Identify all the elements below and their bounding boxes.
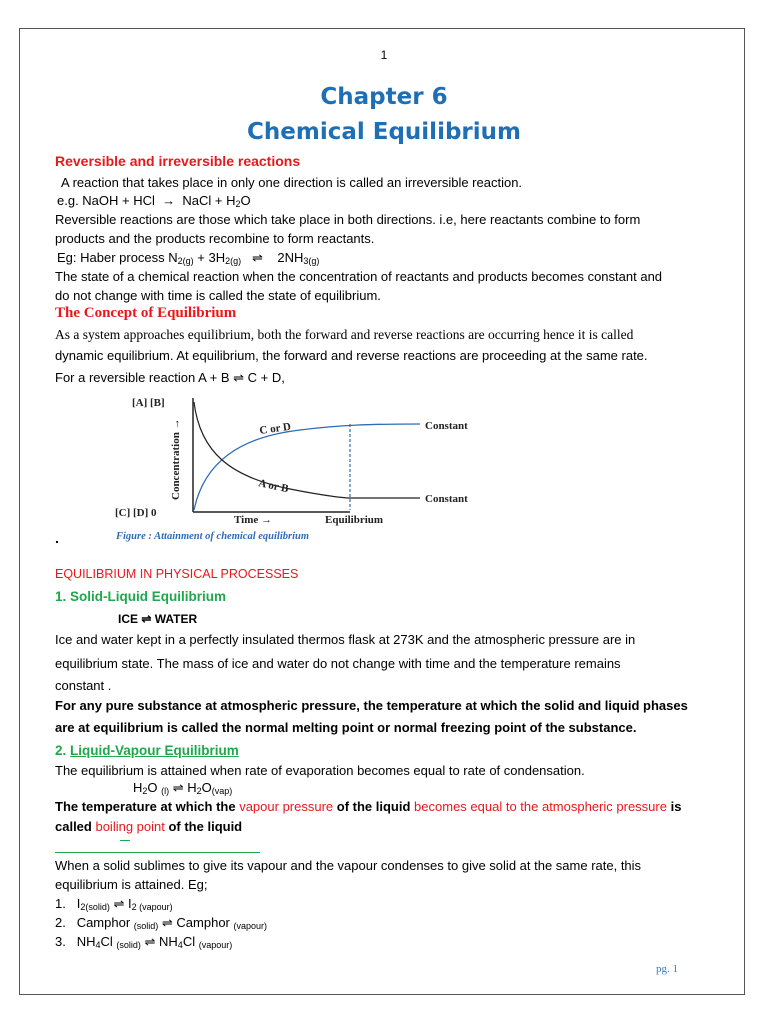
subheading-solid-liquid: 1. Solid-Liquid Equilibrium bbox=[55, 589, 226, 604]
curve-reactants bbox=[194, 402, 420, 498]
arrow-icon: → bbox=[162, 193, 176, 208]
label-ab-top: [A] [B] bbox=[132, 397, 165, 409]
list-item: 2. Camphor $_{(solid)}$ ⇌ Camphor $_{(vapour)}$ bbox=[55, 915, 267, 931]
paragraph-reversible-1: Reversible reactions are those which take place in both directions. i.e, here reactants combine to form bbox=[55, 212, 641, 227]
green-rule bbox=[55, 852, 260, 853]
x-axis-time-label: Time → bbox=[234, 514, 272, 526]
page-footer: pg. 1 bbox=[656, 963, 678, 975]
section-heading-reversible: Reversible and irreversible reactions bbox=[55, 153, 301, 169]
paragraph-state-1: The state of a chemical reaction when the concentration of reactants and products becomes constant and bbox=[55, 269, 663, 284]
sublimation-para-2: equilibrium is attained. Eg; bbox=[55, 877, 208, 892]
y-axis-label: Concentration → bbox=[170, 418, 182, 500]
concept-line-2: dynamic equilibrium. At equilibrium, the forward and reverse reactions are proceeding at the same rate. bbox=[55, 348, 648, 363]
list-item: 3. $NH_4Cl$ $_{(solid)}$ ⇌ $NH_4Cl$ $_{(vapour)}$ bbox=[55, 934, 233, 950]
sublimation-para-1: When a solid sublimes to give its vapour and the vapour condenses to give solid at the same rate, this bbox=[55, 858, 642, 873]
paragraph-irreversible: A reaction that takes place in only one direction is called an irreversible reaction. bbox=[61, 175, 523, 190]
figure-caption: Figure : Attainment of chemical equilibrium bbox=[116, 531, 309, 542]
equilibrium-figure bbox=[100, 392, 520, 547]
subheading-liquid-vapour: 2. Liquid-Vapour Equilibrium bbox=[55, 743, 239, 758]
solid-liquid-para-2: equilibrium state. The mass of ice and water do not change with time and the temperature remains bbox=[55, 656, 621, 671]
section-heading-concept: The Concept of Equilibrium bbox=[55, 305, 237, 321]
curve-products bbox=[194, 424, 420, 510]
solid-liquid-para-1: Ice and water kept in a perfectly insulated thermos flask at 273K and the atmospheric pressure are in bbox=[55, 632, 636, 647]
constant-bottom-label: Constant bbox=[425, 493, 468, 505]
equation-water-vapour: $H_2O$ $_{(l)}$ ⇌ $H_2O_{(vap)}$ bbox=[133, 780, 233, 796]
page-title: Chemical Equilibrium bbox=[247, 119, 521, 145]
boiling-point-line-1: The temperature at which the vapour pressure of the liquid becomes equal to the atmospheric pressure is bbox=[55, 799, 682, 814]
example-naoh: e.g. NaOH + HCl → NaCl + $H_2O$ bbox=[57, 193, 251, 209]
bullet-dot: . bbox=[55, 530, 59, 546]
x-axis-eq-label: Equilibrium bbox=[325, 514, 384, 526]
chapter-heading: Chapter 6 bbox=[320, 84, 448, 110]
green-dash bbox=[120, 840, 130, 841]
constant-top-label: Constant bbox=[425, 420, 468, 432]
section-heading-physical: EQUILIBRIUM IN PHYSICAL PROCESSES bbox=[55, 567, 299, 581]
concept-line-1: As a system approaches equilibrium, both the forward and reverse reactions are occurring hence it is called bbox=[55, 327, 634, 342]
solid-liquid-para-3: constant . bbox=[55, 678, 112, 693]
solid-liquid-bold-1: For any pure substance at atmospheric pressure, the temperature at which the solid and liquid phases bbox=[55, 698, 688, 713]
boiling-point-line-2: called boiling point of the liquid bbox=[55, 819, 243, 834]
label-cd-bottom: [C] [D] 0 bbox=[115, 507, 157, 519]
liquid-vapour-para: The equilibrium is attained when rate of evaporation becomes equal to rate of condensation. bbox=[55, 763, 585, 778]
list-item: 1. $I_{2(solid)}$ ⇌ $I_{2 (vapour)}$ bbox=[55, 896, 173, 912]
paragraph-state-2: do not change with time is called the state of equilibrium. bbox=[55, 288, 381, 303]
solid-liquid-bold-2: are at equilibrium is called the normal melting point or normal freezing point of the substance. bbox=[55, 720, 637, 735]
curve-ab-label: A or B bbox=[257, 477, 290, 496]
equation-ice-water: ICE ⇌ WATER bbox=[118, 612, 198, 626]
example-haber: Eg: Haber process $N_{2(g)} + 3H_{2(g)}$ ⇌ $2NH_{3(g)}$ bbox=[57, 250, 320, 266]
page-number: 1 bbox=[380, 48, 388, 62]
paragraph-reversible-2: products and the products recombine to form reactants. bbox=[55, 231, 375, 246]
concept-line-3: For a reversible reaction A + B ⇌ C + D, bbox=[55, 370, 285, 385]
curve-cd-label: C or D bbox=[258, 420, 292, 437]
